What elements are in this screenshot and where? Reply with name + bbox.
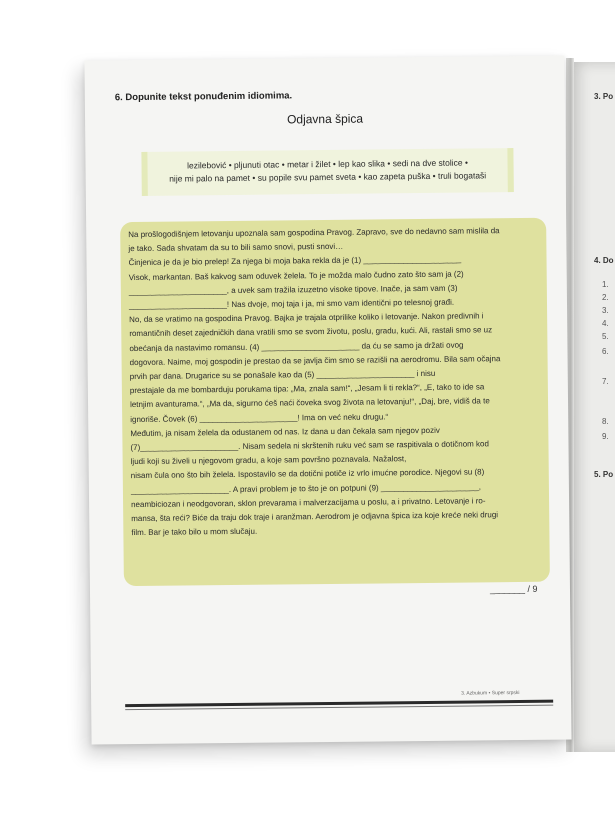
text-line: nisam čula ono što bih želela. Ispostavilo se da dotični potiče iz vrlo imućne porodice. Njegovi su (8) [130,467,485,481]
exercise-title: 6. Dopunite tekst ponuđenim idiomima. [114,90,293,104]
right-page-list-number: 5. [602,332,609,341]
text-line: ______________________! Nas dvoje, moj taja i ja, mi smo vam identični po telesnoj građi. [128,297,455,311]
text-line: (7)______________________. Nisam sedela ni skrštenih ruku već sam se raspitivala o dotičnom kod [130,439,489,453]
idiom-row: lezilebović • pljunuti otac • metar i žilet • lep kao slika • sedi na dve stolice • [187,157,469,171]
right-page-heading: 5. Po [594,470,614,479]
text-line: Visok, markantan. Baš kakvog sam oduvek želela. To je možda malo čudno zato što sam ja (2) [128,269,464,282]
text-line: prvih par dana. Drugarice su se ponašale kao da (5) ______________________ i nisu [129,368,436,382]
text-line: No, da se vratimo na gospodina Pravog. Bajka je trajala otprilike koliko i letovanje. Nakon predivnih i [129,311,484,325]
idiom-word-bank [141,148,513,196]
story-text-box [120,218,550,586]
score-field: _______ / 9 [489,583,538,595]
right-page-list-number: 6. [602,347,609,356]
text-line: je tako. Sada shvatam da su to bili samo snovi, pusti snovi… [128,242,344,254]
text-line: prestajale da me bombarduju porukama tipa: „Ma, znala sam!“, „Jesam li ti rekla?“, „E, tako to ide sa [129,382,485,396]
right-page-list-number: 4. [602,319,609,328]
text-line: ignoriše. Čovek (6) ______________________! Ima on već neku drugu.“ [130,412,389,424]
right-page-list-number: 2. [602,293,609,302]
right-page-list-number: 7. [602,377,609,386]
text-line: ______________________, a uvek sam tražila izuzetno visoke tipove. Inače, ja sam vam (3) [128,283,458,296]
right-page-list-number: 9. [602,432,609,441]
right-page-heading: 3. Po [594,92,614,101]
right-page-heading: 4. Do [594,256,614,265]
text-line: ljudi koji su živeli u njegovom gradu, a koje sam površno poznavala. Nažalost, [130,454,407,467]
text-line: Na prošlogodišnjem letovanju upoznala sam gospodina Pravog. Zapravo, sve do nedavno sam mislila da [128,226,500,240]
right-page [570,62,615,752]
story-title: Odjavna špica [286,111,364,127]
text-line: film. Bar je tako bilo u mom slučaju. [131,527,258,538]
idiom-row: nije mi palo na pamet • su popile svu pamet sveta • kao zapeta puška • truli bogataši [169,170,487,184]
text-line: letnjim avanturama.“, „Ma da, sigurno ćeš naći čoveka svog života na letovanju!“, „Daj, bre, vidiš da te [129,396,490,410]
right-page-list-number: 8. [602,417,609,426]
right-page-list-number: 1. [602,280,609,289]
text-line: neambiciozan i neodgovoran, sklon prevarama i malverzacijama u poslu, a i privatno. Letovanje i ro- [131,496,486,509]
text-line: Činjenica je da je bio prelep! Za njega bi moja baka rekla da je (1) ______________________ [128,255,462,268]
text-line: romantičnih deset zajedničkih dana vratili smo se svom životu, poslu, gradu, kući. Ali, rastali smo se uz [129,325,493,339]
footer-text: 3. Azbukum • Super srpski [461,690,520,697]
text-line: dogovora. Naime, moj gospodin je prestao da se javlja čim smo se razišli na aerodromu. Bila sam očajna [129,354,501,367]
text-line: ______________________. A pravi problem je to što je on potpuni (9) ______________________, [130,482,482,495]
text-line: mansa, šta reći? Biće da traju dok traje i aranžman. Aerodrom je odjavna špica iza koje kreće neki drugi [131,510,499,524]
text-line: Međutim, ja nisam želela da odustanem od nas. Iz dana u dan čekala sam njegov poziv [130,425,440,438]
text-line: obećanja da nastavimo romansu. (4) ______________________ da ću se samo ja držati ovog [129,340,464,353]
left-page [84,56,571,745]
right-page-list-number: 3. [602,306,609,315]
